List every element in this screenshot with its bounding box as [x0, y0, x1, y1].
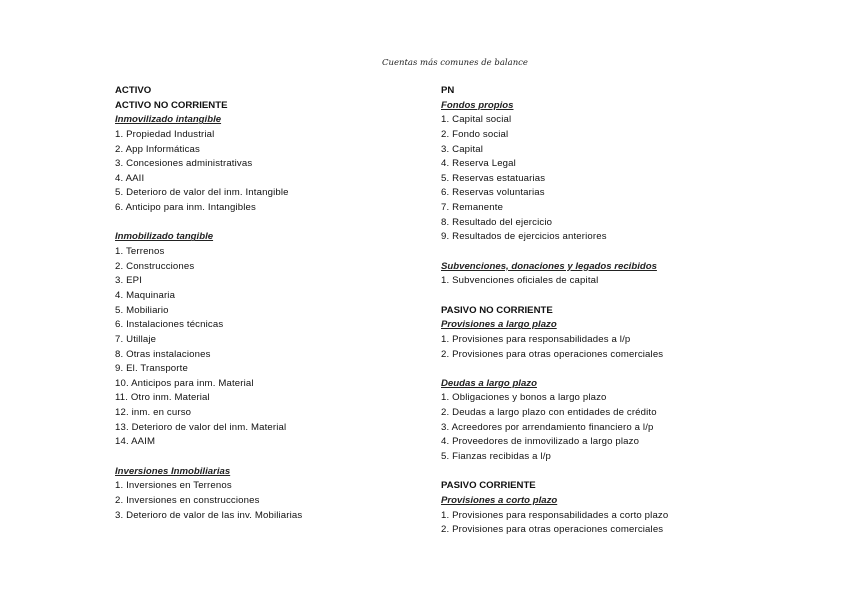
- list-item: 4. AAII: [115, 172, 145, 184]
- list-item: 1. Capital social: [441, 114, 512, 126]
- list-item: 4. Maquinaria: [115, 289, 176, 301]
- list-item: 6. Instalaciones técnicas: [115, 319, 224, 331]
- section-heading: PASIVO CORRIENTE: [441, 480, 536, 492]
- list-item: 4. Proveedores de inmovilizado a largo plazo: [441, 436, 640, 448]
- list-item: 8. Otras instalaciones: [115, 348, 211, 360]
- subsection-heading: Inversiones Inmobiliarias: [115, 465, 231, 477]
- list-item: 3. EPI: [115, 275, 143, 287]
- activo-column: [115, 84, 425, 523]
- list-item: 2. Deudas a largo plazo con entidades de crédito: [441, 407, 657, 419]
- list-item: 10. Anticipos para inm. Material: [115, 377, 254, 389]
- list-item: 6. Reservas voluntarias: [441, 187, 545, 199]
- document-title: Cuentas más comunes de balance: [382, 58, 528, 68]
- subsection-heading: Inmobilizado tangible: [115, 231, 214, 243]
- subsection-heading: Inmovilizado intangible: [115, 114, 222, 126]
- list-item: 1. Propiedad Industrial: [115, 128, 215, 140]
- list-item: 1. Provisiones para responsabilidades a corto plazo: [441, 509, 669, 521]
- list-item: 1. Provisiones para responsabilidades a l/p: [441, 333, 631, 345]
- subsection-heading: Subvenciones, donaciones y legados recibidos: [441, 260, 657, 272]
- section-heading: ACTIVO: [115, 85, 152, 96]
- list-item: 1. Terrenos: [115, 246, 165, 258]
- section-heading: PASIVO NO CORRIENTE: [441, 304, 553, 316]
- blank-line: [115, 216, 425, 231]
- list-item: 7. Remanente: [441, 202, 504, 214]
- list-item: 7. Utillaje: [115, 333, 157, 345]
- list-item: 1. Inversiones en Terrenos: [115, 480, 232, 492]
- list-item: 1. Subvenciones oficiales de capital: [441, 275, 599, 287]
- list-item: 14. AAIM: [115, 436, 156, 448]
- section-heading: ACTIVO NO CORRIENTE: [115, 99, 228, 111]
- list-item: 6. Anticipo para inm. Intangibles: [115, 202, 256, 214]
- list-item: 5. Reservas estatuarias: [441, 172, 546, 184]
- list-item: 2. Provisiones para otras operaciones comerciales: [441, 524, 664, 536]
- subsection-heading: Provisiones a largo plazo: [441, 319, 557, 331]
- blank-line: [441, 289, 761, 304]
- list-item: 12. inm. en curso: [115, 407, 192, 419]
- blank-line: [441, 362, 761, 377]
- section-heading: PN: [441, 85, 455, 96]
- list-item: 1. Obligaciones y bonos a largo plazo: [441, 392, 607, 404]
- blank-line: [115, 450, 425, 465]
- list-item: 5. Mobiliario: [115, 304, 169, 316]
- blank-line: [441, 465, 761, 480]
- pasivo-pn-column: [441, 84, 761, 538]
- list-item: 8. Resultado del ejercicio: [441, 216, 553, 228]
- list-item: 2. Inversiones en construcciones: [115, 494, 260, 506]
- list-item: 2. Provisiones para otras operaciones comerciales: [441, 348, 664, 360]
- blank-line: [441, 245, 761, 260]
- list-item: 13. Deterioro de valor del inm. Material: [115, 421, 287, 433]
- list-item: 2. App Informáticas: [115, 143, 200, 155]
- list-item: 3. Capital: [441, 143, 484, 155]
- list-item: 5. Fianzas recibidas a l/p: [441, 451, 552, 463]
- list-item: 4. Reserva Legal: [441, 158, 516, 170]
- list-item: 11. Otro inm. Material: [115, 392, 210, 404]
- list-item: 5. Deterioro de valor del inm. Intangible: [115, 187, 289, 199]
- subsection-heading: Deudas a largo plazo: [441, 377, 537, 389]
- list-item: 9. Resultados de ejercicios anteriores: [441, 231, 607, 243]
- list-item: 2. Fondo social: [441, 128, 509, 140]
- subsection-heading: Provisiones a corto plazo: [441, 494, 558, 506]
- list-item: 3. Deterioro de valor de las inv. Mobiliarias: [115, 509, 303, 521]
- list-item: 2. Construcciones: [115, 260, 195, 272]
- list-item: 3. Acreedores por arrendamiento financiero a l/p: [441, 421, 654, 433]
- subsection-heading: Fondos propios: [441, 99, 514, 111]
- list-item: 9. El. Transporte: [115, 363, 188, 375]
- list-item: 3. Concesiones administrativas: [115, 158, 253, 170]
